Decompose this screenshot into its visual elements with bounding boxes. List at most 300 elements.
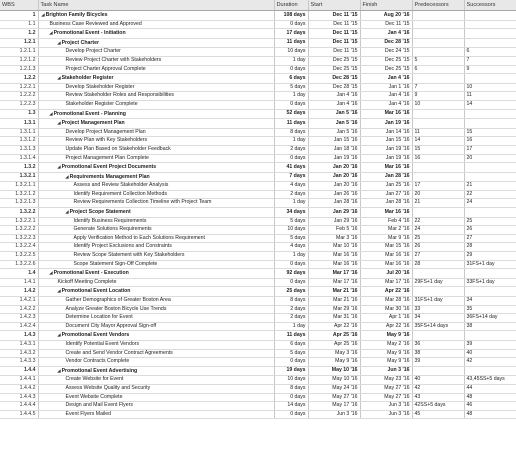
cell-predecessors[interactable] bbox=[412, 29, 464, 39]
cell-wbs[interactable] bbox=[0, 305, 38, 314]
cell-task-name[interactable] bbox=[38, 376, 274, 385]
cell-task-name[interactable] bbox=[38, 208, 274, 218]
column-header-duration[interactable]: Duration bbox=[274, 0, 308, 11]
column-header-start[interactable]: Start bbox=[308, 0, 360, 11]
task-row[interactable] bbox=[0, 314, 516, 323]
cell-start[interactable] bbox=[308, 208, 360, 218]
task-row[interactable] bbox=[0, 349, 516, 358]
cell-task-name[interactable] bbox=[38, 278, 274, 287]
cell-successors[interactable] bbox=[464, 410, 516, 419]
cell-task-name[interactable] bbox=[38, 74, 274, 84]
cell-predecessors[interactable] bbox=[412, 154, 464, 163]
collapse-triangle-icon[interactable]: ◢ bbox=[57, 332, 61, 338]
cell-predecessors[interactable] bbox=[412, 172, 464, 182]
cell-start[interactable] bbox=[308, 20, 360, 29]
cell-duration[interactable] bbox=[274, 269, 308, 279]
cell-task-name[interactable] bbox=[38, 190, 274, 199]
cell-successors[interactable] bbox=[464, 297, 516, 306]
cell-start[interactable] bbox=[308, 83, 360, 92]
task-row[interactable] bbox=[0, 137, 516, 146]
cell-finish[interactable] bbox=[360, 20, 412, 29]
task-row[interactable] bbox=[0, 182, 516, 191]
cell-start[interactable] bbox=[308, 314, 360, 323]
cell-predecessors[interactable] bbox=[412, 137, 464, 146]
cell-task-name[interactable] bbox=[38, 20, 274, 29]
cell-wbs[interactable] bbox=[0, 182, 38, 191]
cell-wbs[interactable] bbox=[0, 331, 38, 341]
cell-predecessors[interactable] bbox=[412, 314, 464, 323]
cell-predecessors[interactable] bbox=[412, 349, 464, 358]
cell-finish[interactable] bbox=[360, 11, 412, 21]
cell-task-name[interactable] bbox=[38, 217, 274, 226]
cell-start[interactable] bbox=[308, 243, 360, 252]
task-row[interactable] bbox=[0, 100, 516, 109]
cell-start[interactable] bbox=[308, 402, 360, 411]
cell-finish[interactable] bbox=[360, 145, 412, 154]
cell-successors[interactable] bbox=[464, 322, 516, 331]
cell-successors[interactable] bbox=[464, 278, 516, 287]
cell-successors[interactable] bbox=[464, 234, 516, 243]
cell-duration[interactable] bbox=[274, 402, 308, 411]
cell-successors[interactable] bbox=[464, 92, 516, 101]
cell-duration[interactable] bbox=[274, 20, 308, 29]
cell-wbs[interactable] bbox=[0, 128, 38, 137]
cell-finish[interactable] bbox=[360, 410, 412, 419]
cell-duration[interactable] bbox=[274, 297, 308, 306]
task-row[interactable] bbox=[0, 145, 516, 154]
cell-task-name[interactable] bbox=[38, 358, 274, 367]
cell-duration[interactable] bbox=[274, 305, 308, 314]
cell-wbs[interactable] bbox=[0, 65, 38, 74]
task-row[interactable] bbox=[0, 154, 516, 163]
cell-finish[interactable] bbox=[360, 182, 412, 191]
cell-duration[interactable] bbox=[274, 314, 308, 323]
task-row[interactable] bbox=[0, 252, 516, 261]
task-row[interactable] bbox=[0, 119, 516, 129]
cell-predecessors[interactable] bbox=[412, 252, 464, 261]
cell-start[interactable] bbox=[308, 74, 360, 84]
cell-duration[interactable] bbox=[274, 217, 308, 226]
cell-finish[interactable] bbox=[360, 331, 412, 341]
cell-predecessors[interactable] bbox=[412, 358, 464, 367]
cell-duration[interactable] bbox=[274, 331, 308, 341]
cell-task-name[interactable] bbox=[38, 65, 274, 74]
cell-duration[interactable] bbox=[274, 208, 308, 218]
cell-start[interactable] bbox=[308, 384, 360, 393]
cell-wbs[interactable] bbox=[0, 410, 38, 419]
cell-start[interactable] bbox=[308, 305, 360, 314]
cell-duration[interactable] bbox=[274, 190, 308, 199]
cell-duration[interactable] bbox=[274, 100, 308, 109]
cell-successors[interactable] bbox=[464, 269, 516, 279]
collapse-triangle-icon[interactable]: ◢ bbox=[57, 367, 61, 373]
cell-predecessors[interactable] bbox=[412, 305, 464, 314]
cell-predecessors[interactable] bbox=[412, 92, 464, 101]
cell-predecessors[interactable] bbox=[412, 384, 464, 393]
cell-task-name[interactable] bbox=[38, 109, 274, 119]
cell-duration[interactable] bbox=[274, 358, 308, 367]
cell-start[interactable] bbox=[308, 182, 360, 191]
cell-predecessors[interactable] bbox=[412, 269, 464, 279]
task-row[interactable] bbox=[0, 217, 516, 226]
cell-task-name[interactable] bbox=[38, 252, 274, 261]
cell-task-name[interactable] bbox=[38, 83, 274, 92]
cell-predecessors[interactable] bbox=[412, 410, 464, 419]
cell-task-name[interactable] bbox=[38, 92, 274, 101]
cell-wbs[interactable] bbox=[0, 278, 38, 287]
cell-predecessors[interactable] bbox=[412, 243, 464, 252]
cell-duration[interactable] bbox=[274, 243, 308, 252]
cell-start[interactable] bbox=[308, 287, 360, 297]
cell-successors[interactable] bbox=[464, 287, 516, 297]
cell-wbs[interactable] bbox=[0, 234, 38, 243]
cell-task-name[interactable] bbox=[38, 402, 274, 411]
cell-successors[interactable] bbox=[464, 190, 516, 199]
cell-predecessors[interactable] bbox=[412, 109, 464, 119]
cell-duration[interactable] bbox=[274, 252, 308, 261]
collapse-triangle-icon[interactable]: ◢ bbox=[49, 110, 53, 116]
cell-successors[interactable] bbox=[464, 366, 516, 376]
cell-duration[interactable] bbox=[274, 410, 308, 419]
cell-start[interactable] bbox=[308, 29, 360, 39]
cell-finish[interactable] bbox=[360, 314, 412, 323]
collapse-triangle-icon[interactable]: ◢ bbox=[57, 164, 61, 170]
cell-duration[interactable] bbox=[274, 92, 308, 101]
cell-successors[interactable] bbox=[464, 100, 516, 109]
cell-successors[interactable] bbox=[464, 217, 516, 226]
cell-start[interactable] bbox=[308, 366, 360, 376]
cell-start[interactable] bbox=[308, 48, 360, 57]
cell-task-name[interactable] bbox=[38, 145, 274, 154]
cell-predecessors[interactable] bbox=[412, 393, 464, 402]
cell-finish[interactable] bbox=[360, 92, 412, 101]
cell-successors[interactable] bbox=[464, 260, 516, 269]
cell-task-name[interactable] bbox=[38, 226, 274, 235]
cell-duration[interactable] bbox=[274, 65, 308, 74]
collapse-triangle-icon[interactable]: ◢ bbox=[49, 30, 53, 36]
cell-wbs[interactable] bbox=[0, 269, 38, 279]
cell-predecessors[interactable] bbox=[412, 226, 464, 235]
cell-predecessors[interactable] bbox=[412, 163, 464, 173]
cell-finish[interactable] bbox=[360, 56, 412, 65]
cell-finish[interactable] bbox=[360, 226, 412, 235]
cell-finish[interactable] bbox=[360, 109, 412, 119]
cell-task-name[interactable] bbox=[38, 163, 274, 173]
cell-task-name[interactable] bbox=[38, 182, 274, 191]
collapse-triangle-icon[interactable]: ◢ bbox=[57, 39, 61, 45]
cell-task-name[interactable] bbox=[38, 199, 274, 208]
cell-wbs[interactable] bbox=[0, 384, 38, 393]
task-row[interactable] bbox=[0, 20, 516, 29]
task-row[interactable] bbox=[0, 226, 516, 235]
cell-successors[interactable] bbox=[464, 199, 516, 208]
task-row[interactable] bbox=[0, 278, 516, 287]
task-row[interactable] bbox=[0, 260, 516, 269]
cell-predecessors[interactable] bbox=[412, 376, 464, 385]
column-header-predecessors[interactable]: Predecessors bbox=[412, 0, 464, 11]
cell-task-name[interactable] bbox=[38, 243, 274, 252]
cell-task-name[interactable] bbox=[38, 287, 274, 297]
cell-wbs[interactable] bbox=[0, 393, 38, 402]
task-row[interactable] bbox=[0, 83, 516, 92]
cell-finish[interactable] bbox=[360, 199, 412, 208]
cell-predecessors[interactable] bbox=[412, 402, 464, 411]
collapse-triangle-icon[interactable]: ◢ bbox=[65, 173, 69, 179]
cell-start[interactable] bbox=[308, 393, 360, 402]
cell-task-name[interactable] bbox=[38, 260, 274, 269]
cell-start[interactable] bbox=[308, 190, 360, 199]
cell-successors[interactable] bbox=[464, 154, 516, 163]
cell-wbs[interactable] bbox=[0, 100, 38, 109]
task-row[interactable] bbox=[0, 287, 516, 297]
cell-finish[interactable] bbox=[360, 278, 412, 287]
cell-predecessors[interactable] bbox=[412, 190, 464, 199]
cell-predecessors[interactable] bbox=[412, 145, 464, 154]
cell-start[interactable] bbox=[308, 119, 360, 129]
cell-task-name[interactable] bbox=[38, 38, 274, 48]
task-row[interactable] bbox=[0, 56, 516, 65]
cell-finish[interactable] bbox=[360, 137, 412, 146]
cell-finish[interactable] bbox=[360, 322, 412, 331]
task-row[interactable] bbox=[0, 172, 516, 182]
cell-finish[interactable] bbox=[360, 83, 412, 92]
cell-wbs[interactable] bbox=[0, 314, 38, 323]
cell-predecessors[interactable] bbox=[412, 260, 464, 269]
cell-start[interactable] bbox=[308, 376, 360, 385]
cell-predecessors[interactable] bbox=[412, 56, 464, 65]
task-row[interactable] bbox=[0, 305, 516, 314]
cell-finish[interactable] bbox=[360, 217, 412, 226]
task-row[interactable] bbox=[0, 393, 516, 402]
task-row[interactable] bbox=[0, 410, 516, 419]
cell-start[interactable] bbox=[308, 199, 360, 208]
cell-task-name[interactable] bbox=[38, 29, 274, 39]
collapse-triangle-icon[interactable]: ◢ bbox=[57, 120, 61, 126]
cell-duration[interactable] bbox=[274, 234, 308, 243]
cell-start[interactable] bbox=[308, 234, 360, 243]
task-row[interactable] bbox=[0, 243, 516, 252]
cell-start[interactable] bbox=[308, 358, 360, 367]
cell-successors[interactable] bbox=[464, 20, 516, 29]
cell-wbs[interactable] bbox=[0, 11, 38, 21]
cell-wbs[interactable] bbox=[0, 217, 38, 226]
cell-finish[interactable] bbox=[360, 154, 412, 163]
cell-wbs[interactable] bbox=[0, 20, 38, 29]
cell-predecessors[interactable] bbox=[412, 38, 464, 48]
cell-task-name[interactable] bbox=[38, 269, 274, 279]
cell-start[interactable] bbox=[308, 128, 360, 137]
cell-wbs[interactable] bbox=[0, 208, 38, 218]
cell-wbs[interactable] bbox=[0, 137, 38, 146]
cell-duration[interactable] bbox=[274, 163, 308, 173]
cell-start[interactable] bbox=[308, 410, 360, 419]
cell-finish[interactable] bbox=[360, 65, 412, 74]
cell-wbs[interactable] bbox=[0, 322, 38, 331]
cell-task-name[interactable] bbox=[38, 366, 274, 376]
cell-successors[interactable] bbox=[464, 384, 516, 393]
cell-finish[interactable] bbox=[360, 297, 412, 306]
cell-wbs[interactable] bbox=[0, 92, 38, 101]
task-row[interactable] bbox=[0, 234, 516, 243]
cell-successors[interactable] bbox=[464, 340, 516, 349]
cell-successors[interactable] bbox=[464, 243, 516, 252]
cell-wbs[interactable] bbox=[0, 349, 38, 358]
task-row[interactable] bbox=[0, 358, 516, 367]
cell-task-name[interactable] bbox=[38, 128, 274, 137]
cell-duration[interactable] bbox=[274, 384, 308, 393]
cell-start[interactable] bbox=[308, 11, 360, 21]
cell-task-name[interactable] bbox=[38, 154, 274, 163]
cell-start[interactable] bbox=[308, 65, 360, 74]
cell-predecessors[interactable] bbox=[412, 74, 464, 84]
cell-finish[interactable] bbox=[360, 260, 412, 269]
task-row[interactable] bbox=[0, 190, 516, 199]
cell-predecessors[interactable] bbox=[412, 20, 464, 29]
cell-successors[interactable] bbox=[464, 65, 516, 74]
cell-successors[interactable] bbox=[464, 11, 516, 21]
task-row[interactable] bbox=[0, 92, 516, 101]
cell-start[interactable] bbox=[308, 92, 360, 101]
cell-successors[interactable] bbox=[464, 393, 516, 402]
cell-wbs[interactable] bbox=[0, 163, 38, 173]
cell-start[interactable] bbox=[308, 154, 360, 163]
cell-start[interactable] bbox=[308, 269, 360, 279]
cell-start[interactable] bbox=[308, 163, 360, 173]
cell-successors[interactable] bbox=[464, 182, 516, 191]
cell-task-name[interactable] bbox=[38, 322, 274, 331]
cell-successors[interactable] bbox=[464, 226, 516, 235]
cell-start[interactable] bbox=[308, 226, 360, 235]
cell-duration[interactable] bbox=[274, 74, 308, 84]
cell-wbs[interactable] bbox=[0, 340, 38, 349]
collapse-triangle-icon[interactable]: ◢ bbox=[49, 270, 53, 276]
cell-finish[interactable] bbox=[360, 163, 412, 173]
cell-duration[interactable] bbox=[274, 226, 308, 235]
task-row[interactable] bbox=[0, 29, 516, 39]
cell-finish[interactable] bbox=[360, 402, 412, 411]
cell-finish[interactable] bbox=[360, 252, 412, 261]
cell-start[interactable] bbox=[308, 145, 360, 154]
cell-duration[interactable] bbox=[274, 145, 308, 154]
cell-successors[interactable] bbox=[464, 163, 516, 173]
cell-start[interactable] bbox=[308, 349, 360, 358]
cell-duration[interactable] bbox=[274, 11, 308, 21]
cell-duration[interactable] bbox=[274, 38, 308, 48]
column-header-wbs[interactable]: WBS bbox=[0, 0, 38, 11]
cell-predecessors[interactable] bbox=[412, 182, 464, 191]
cell-successors[interactable] bbox=[464, 128, 516, 137]
cell-duration[interactable] bbox=[274, 154, 308, 163]
cell-successors[interactable] bbox=[464, 172, 516, 182]
cell-wbs[interactable] bbox=[0, 358, 38, 367]
cell-finish[interactable] bbox=[360, 393, 412, 402]
cell-successors[interactable] bbox=[464, 83, 516, 92]
cell-finish[interactable] bbox=[360, 29, 412, 39]
cell-wbs[interactable] bbox=[0, 252, 38, 261]
cell-successors[interactable] bbox=[464, 48, 516, 57]
cell-predecessors[interactable] bbox=[412, 65, 464, 74]
cell-finish[interactable] bbox=[360, 366, 412, 376]
cell-task-name[interactable] bbox=[38, 100, 274, 109]
cell-finish[interactable] bbox=[360, 190, 412, 199]
cell-task-name[interactable] bbox=[38, 234, 274, 243]
cell-finish[interactable] bbox=[360, 269, 412, 279]
task-row[interactable] bbox=[0, 199, 516, 208]
cell-task-name[interactable] bbox=[38, 340, 274, 349]
task-row[interactable] bbox=[0, 208, 516, 218]
cell-successors[interactable] bbox=[464, 376, 516, 385]
task-row[interactable] bbox=[0, 331, 516, 341]
cell-start[interactable] bbox=[308, 217, 360, 226]
cell-wbs[interactable] bbox=[0, 376, 38, 385]
cell-wbs[interactable] bbox=[0, 119, 38, 129]
collapse-triangle-icon[interactable]: ◢ bbox=[57, 75, 61, 81]
cell-duration[interactable] bbox=[274, 349, 308, 358]
cell-predecessors[interactable] bbox=[412, 11, 464, 21]
task-row[interactable] bbox=[0, 109, 516, 119]
cell-successors[interactable] bbox=[464, 349, 516, 358]
cell-duration[interactable] bbox=[274, 119, 308, 129]
cell-finish[interactable] bbox=[360, 208, 412, 218]
cell-start[interactable] bbox=[308, 331, 360, 341]
task-row[interactable] bbox=[0, 366, 516, 376]
cell-finish[interactable] bbox=[360, 340, 412, 349]
cell-successors[interactable] bbox=[464, 109, 516, 119]
cell-task-name[interactable] bbox=[38, 314, 274, 323]
cell-successors[interactable] bbox=[464, 402, 516, 411]
cell-successors[interactable] bbox=[464, 305, 516, 314]
cell-duration[interactable] bbox=[274, 199, 308, 208]
cell-duration[interactable] bbox=[274, 128, 308, 137]
column-header-successors[interactable]: Successors bbox=[464, 0, 516, 11]
cell-duration[interactable] bbox=[274, 260, 308, 269]
cell-task-name[interactable] bbox=[38, 172, 274, 182]
task-row[interactable] bbox=[0, 48, 516, 57]
cell-finish[interactable] bbox=[360, 100, 412, 109]
cell-predecessors[interactable] bbox=[412, 340, 464, 349]
cell-successors[interactable] bbox=[464, 358, 516, 367]
cell-start[interactable] bbox=[308, 56, 360, 65]
cell-finish[interactable] bbox=[360, 74, 412, 84]
cell-predecessors[interactable] bbox=[412, 83, 464, 92]
cell-predecessors[interactable] bbox=[412, 119, 464, 129]
cell-predecessors[interactable] bbox=[412, 128, 464, 137]
cell-duration[interactable] bbox=[274, 48, 308, 57]
cell-finish[interactable] bbox=[360, 358, 412, 367]
cell-wbs[interactable] bbox=[0, 366, 38, 376]
task-row[interactable] bbox=[0, 322, 516, 331]
task-row[interactable] bbox=[0, 74, 516, 84]
cell-predecessors[interactable] bbox=[412, 48, 464, 57]
cell-wbs[interactable] bbox=[0, 145, 38, 154]
cell-wbs[interactable] bbox=[0, 172, 38, 182]
cell-successors[interactable] bbox=[464, 145, 516, 154]
task-row[interactable] bbox=[0, 384, 516, 393]
cell-successors[interactable] bbox=[464, 252, 516, 261]
cell-predecessors[interactable] bbox=[412, 278, 464, 287]
cell-finish[interactable] bbox=[360, 48, 412, 57]
task-row[interactable] bbox=[0, 269, 516, 279]
cell-start[interactable] bbox=[308, 38, 360, 48]
cell-finish[interactable] bbox=[360, 305, 412, 314]
cell-task-name[interactable] bbox=[38, 11, 274, 21]
cell-task-name[interactable] bbox=[38, 119, 274, 129]
column-header-task-name[interactable]: Task Name bbox=[38, 0, 274, 11]
cell-duration[interactable] bbox=[274, 366, 308, 376]
cell-successors[interactable] bbox=[464, 56, 516, 65]
cell-predecessors[interactable] bbox=[412, 199, 464, 208]
cell-task-name[interactable] bbox=[38, 48, 274, 57]
